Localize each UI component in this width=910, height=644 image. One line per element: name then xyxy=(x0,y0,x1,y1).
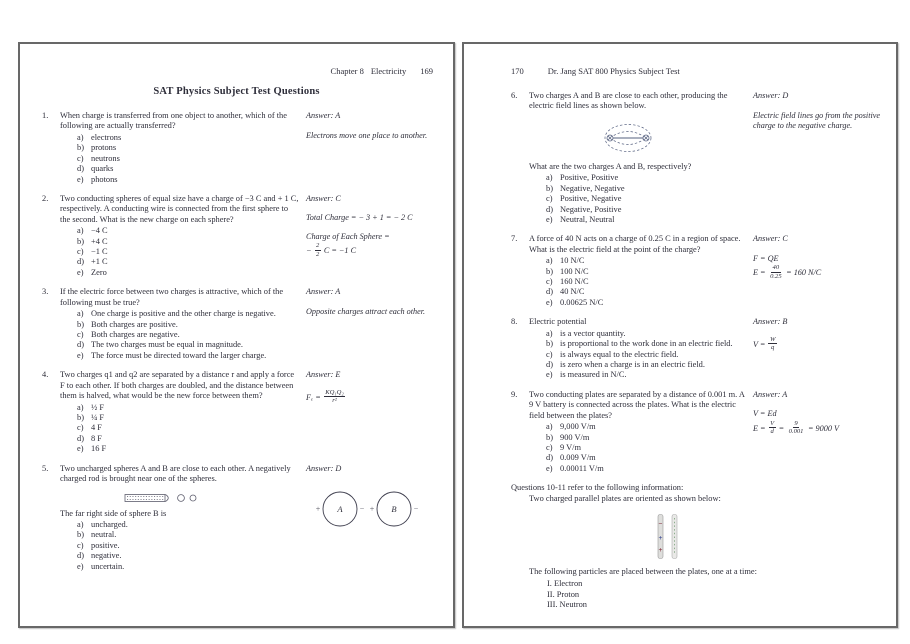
info-particles-line: The following particles are placed between the plates, one at a time: xyxy=(529,567,757,577)
note-text: E = xyxy=(753,268,766,278)
option-item xyxy=(546,287,747,297)
question-text: A force of 40 N acts on a charge of 0.25 C in a region of space. What is the electric field at the point of the charge? xyxy=(529,234,741,254)
question-number: 1. xyxy=(42,111,49,120)
option-item xyxy=(546,360,747,370)
option-label: c) xyxy=(546,277,553,287)
option-label: b) xyxy=(546,266,553,276)
note-line xyxy=(753,254,884,265)
sphere-b-left-sign: + xyxy=(369,504,375,514)
option-label: d) xyxy=(77,164,84,174)
question-body xyxy=(529,234,747,308)
option-text: 9,000 V/m xyxy=(560,422,596,432)
option-label: a) xyxy=(546,422,553,432)
answer-column xyxy=(747,317,884,381)
particle-list xyxy=(547,579,884,611)
option-text: The two charges must be equal in magnitude. xyxy=(91,340,243,350)
note-text: Opposite charges attract each other. xyxy=(306,306,426,316)
option-text: neutral. xyxy=(91,530,117,540)
note-line xyxy=(753,111,884,132)
page-number-right: 170 xyxy=(511,66,524,76)
answer-column xyxy=(747,234,884,308)
option-text: 4 F xyxy=(91,423,102,433)
option-item xyxy=(77,551,300,561)
info-block xyxy=(511,483,884,610)
option-label: a) xyxy=(546,256,553,266)
option-label: c) xyxy=(77,540,84,550)
answer-label: Answer: E xyxy=(306,370,341,380)
answer-note xyxy=(753,254,884,282)
option-item xyxy=(546,205,747,215)
option-label: e) xyxy=(77,444,84,454)
option-item xyxy=(546,339,747,349)
note-text: Charge of Each Sphere = xyxy=(306,231,390,241)
option-text: uncertain. xyxy=(91,561,125,571)
question-item xyxy=(42,370,441,454)
option-label: c) xyxy=(546,349,553,359)
question-number: 4. xyxy=(42,370,49,380)
option-label: a) xyxy=(546,173,553,183)
option-label: c) xyxy=(77,153,84,163)
option-label: a) xyxy=(77,132,84,142)
option-text: 8 F xyxy=(91,433,102,443)
option-text: 900 V/m xyxy=(560,432,590,442)
option-label: b) xyxy=(546,432,553,442)
note-text: V = Ed xyxy=(753,409,777,419)
question-text: Two conducting plates are separated by a distance of 0.001 m. A 9 V battery is connected across the plates. What is the electric field between the plates? xyxy=(529,389,745,420)
option-text: is a vector quantity. xyxy=(560,328,626,338)
question-item xyxy=(511,234,884,308)
question-number: 5. xyxy=(42,463,49,473)
answer-label: Answer: A xyxy=(306,287,341,297)
option-text: Neutral, Neutral xyxy=(560,214,615,224)
option-item xyxy=(77,340,300,350)
note-text: V = xyxy=(753,339,766,349)
option-label: a) xyxy=(77,519,84,529)
question-body xyxy=(60,370,300,454)
option-label: e) xyxy=(77,561,84,571)
options-list xyxy=(77,133,300,185)
options-list xyxy=(546,256,747,308)
electric-field-lines-diagram xyxy=(590,118,666,158)
option-label: d) xyxy=(546,453,553,463)
fraction-denominator: q xyxy=(771,344,775,352)
field-lines-figure xyxy=(529,118,727,158)
info-intro-line: Questions 10-11 refer to the following information: xyxy=(511,483,684,493)
option-label: c) xyxy=(77,247,84,257)
question-item xyxy=(42,194,441,278)
note-text: C = −1 C xyxy=(323,246,357,256)
sphere-a-right-sign: − xyxy=(359,504,365,514)
option-text: uncharged. xyxy=(91,519,128,529)
fraction-numerator: 40 xyxy=(772,264,780,272)
question-body xyxy=(529,91,747,225)
question-body xyxy=(60,287,300,361)
option-item xyxy=(77,226,300,236)
induced-charge-spheres-diagram xyxy=(306,486,422,532)
fraction xyxy=(769,264,784,280)
left-plate-sign-bottom: + xyxy=(658,546,662,555)
option-item xyxy=(77,444,300,454)
document-title: SAT Physics Subject Test Questions xyxy=(153,86,320,97)
option-item xyxy=(77,309,300,319)
option-text: quarks xyxy=(91,164,114,174)
option-label: a) xyxy=(77,309,84,319)
option-label: b) xyxy=(77,530,84,540)
option-item xyxy=(546,194,747,204)
option-label: b) xyxy=(77,143,84,153)
option-item xyxy=(77,154,300,164)
info-description-line: Two charged parallel plates are oriented as shown below: xyxy=(529,493,721,503)
question-subtext: What are the two charges A and B, respectively? xyxy=(529,161,692,171)
question-body xyxy=(60,194,300,278)
option-text: −1 C xyxy=(91,247,108,257)
fraction-denominator: 0.001 xyxy=(788,428,804,436)
options-list xyxy=(546,329,747,381)
option-text: The force must be directed toward the larger charge. xyxy=(91,350,267,360)
option-label: b) xyxy=(77,236,84,246)
options-list xyxy=(77,520,300,572)
note-line xyxy=(753,421,884,437)
question-number: 2. xyxy=(42,193,49,203)
section-label: Electricity xyxy=(370,66,407,76)
option-item xyxy=(77,520,300,530)
answer-note xyxy=(753,111,884,132)
option-label: d) xyxy=(77,257,84,267)
note-line xyxy=(306,307,441,318)
option-label: b) xyxy=(77,412,84,422)
option-text: is proportional to the work done in an electric field. xyxy=(560,339,733,349)
question-item xyxy=(511,317,884,381)
option-text: ¼ F xyxy=(91,412,105,422)
option-text: +4 C xyxy=(91,236,108,246)
sphere-a-left-sign: + xyxy=(315,504,321,514)
note-line xyxy=(306,243,441,259)
option-label: d) xyxy=(546,287,553,297)
answer-column xyxy=(300,464,441,572)
options-list xyxy=(546,173,747,225)
question-item xyxy=(511,390,884,474)
note-text: F = QE xyxy=(753,253,779,263)
option-text: is zero when a charge is in an electric field. xyxy=(560,360,705,370)
answer-note xyxy=(753,409,884,437)
page-left xyxy=(18,42,455,628)
note-line xyxy=(306,131,441,142)
options-list xyxy=(77,403,300,455)
question-text: Electric potential xyxy=(529,317,587,327)
option-label: c) xyxy=(77,423,84,433)
answer-label: Answer: D xyxy=(306,463,342,473)
option-text: Negative, Negative xyxy=(560,183,625,193)
answer-note xyxy=(306,232,441,260)
options-list xyxy=(77,226,300,278)
fraction xyxy=(315,242,321,258)
option-label: b) xyxy=(77,319,84,329)
option-text: electrons xyxy=(91,132,122,142)
option-text: protons xyxy=(91,143,117,153)
option-text: photons xyxy=(91,174,118,184)
option-text: 10 N/C xyxy=(560,256,585,266)
question-body xyxy=(60,464,300,572)
option-label: e) xyxy=(546,463,553,473)
question-text: Two charges q1 and q2 are separated by a distance r and apply a force F to each other. If both charges are doubled, and the distance between them is halved, what would be the new force between them? xyxy=(60,370,295,401)
note-line xyxy=(306,232,441,243)
option-item xyxy=(77,403,300,413)
parallel-plates-figure xyxy=(511,513,824,561)
option-label: a) xyxy=(77,226,84,236)
answer-column xyxy=(300,370,441,454)
option-text: 100 N/C xyxy=(560,266,589,276)
answer-note xyxy=(306,307,441,318)
question-item xyxy=(511,91,884,225)
question-number: 9. xyxy=(511,389,518,399)
option-label: b) xyxy=(546,183,553,193)
note-text: Electric field lines go from the positive charge to the negative charge. xyxy=(753,110,881,130)
option-label: e) xyxy=(77,350,84,360)
option-label: c) xyxy=(77,330,84,340)
option-label: d) xyxy=(546,360,553,370)
option-text: ½ F xyxy=(91,402,105,412)
note-text: E = xyxy=(753,423,766,433)
fraction xyxy=(768,336,777,352)
fraction-numerator: V xyxy=(770,419,775,427)
option-item xyxy=(77,413,300,423)
answer-label: Answer: D xyxy=(753,91,789,100)
spheres-ab-figure xyxy=(306,486,441,536)
option-label: e) xyxy=(77,174,84,184)
option-text: 160 N/C xyxy=(560,277,589,287)
option-item xyxy=(77,541,300,551)
fraction-denominator: 2 xyxy=(316,251,320,259)
option-item xyxy=(546,298,747,308)
option-label: d) xyxy=(77,340,84,350)
answer-note xyxy=(306,131,441,142)
option-item xyxy=(77,330,300,340)
option-item xyxy=(77,175,300,185)
question-text: Two uncharged spheres A and B are close to each other. A negatively charged rod is brought near one of the spheres. xyxy=(60,463,291,484)
option-item xyxy=(546,443,747,453)
option-text: 0.00625 N/C xyxy=(560,297,604,307)
book-title: Dr. Jang SAT 800 Physics Subject Test xyxy=(547,66,680,76)
answer-label: Answer: A xyxy=(306,111,341,120)
question-number: 7. xyxy=(511,234,518,244)
rod-and-spheres-figure xyxy=(60,491,280,505)
note-text: = 9000 V xyxy=(807,423,839,433)
left-page-header xyxy=(42,66,433,76)
note-line xyxy=(753,409,884,420)
left-plate-sign-top: − xyxy=(658,520,662,529)
option-text: +1 C xyxy=(91,257,108,267)
option-item xyxy=(546,277,747,287)
answer-note xyxy=(306,390,441,406)
option-item xyxy=(546,256,747,266)
sphere-b-right-sign: − xyxy=(413,504,419,514)
option-label: b) xyxy=(546,339,553,349)
question-text: When charge is transferred from one object to another, which of the following are actually transferred? xyxy=(60,111,287,131)
option-text: is measured in N/C. xyxy=(560,370,627,380)
answer-note xyxy=(306,213,441,224)
option-item xyxy=(77,237,300,247)
option-label: a) xyxy=(77,402,84,412)
option-item xyxy=(546,329,747,339)
option-item xyxy=(546,184,747,194)
question-subtext: The far right side of sphere B is xyxy=(60,508,167,518)
option-label: d) xyxy=(546,204,553,214)
note-text: Electrons move one place to another. xyxy=(306,130,428,140)
option-item xyxy=(546,350,747,360)
particle-item-neutron: III. Neutron xyxy=(547,600,587,610)
option-text: Positive, Positive xyxy=(560,173,619,183)
option-text: 9 V/m xyxy=(560,442,582,452)
option-item xyxy=(77,320,300,330)
question-body xyxy=(529,317,747,381)
note-line xyxy=(753,265,884,281)
left-plate-sign-middle: + xyxy=(658,534,662,543)
option-item xyxy=(77,143,300,153)
note-line xyxy=(306,390,441,406)
option-label: d) xyxy=(77,551,84,561)
question-number: 3. xyxy=(42,287,49,297)
note-text: = xyxy=(778,423,785,433)
fraction-denominator: r² xyxy=(332,397,337,405)
option-text: 0.009 V/m xyxy=(560,453,596,463)
chapter-label: Chapter 8 xyxy=(330,66,364,76)
page-number-left: 169 xyxy=(420,66,433,76)
note-text: − xyxy=(306,246,312,256)
option-item xyxy=(77,268,300,278)
option-item xyxy=(546,267,747,277)
fraction-numerator: 9 xyxy=(794,419,798,427)
answer-column xyxy=(747,91,884,225)
answer-label: Answer: A xyxy=(753,389,788,399)
option-text: Zero xyxy=(91,267,107,277)
note-text: = 160 N/C xyxy=(786,268,822,278)
option-text: 0.00011 V/m xyxy=(560,463,604,473)
option-item xyxy=(546,370,747,380)
option-label: c) xyxy=(546,442,553,452)
question-text: Two conducting spheres of equal size have a charge of −3 C and + 1 C, respectively. A conducting wire is connected from the first sphere to the second. What is the new charge on each sphere? xyxy=(60,193,299,224)
option-item xyxy=(546,464,747,474)
option-item xyxy=(77,164,300,174)
option-text: 16 F xyxy=(91,444,107,454)
option-item xyxy=(546,453,747,463)
answer-label: Answer: B xyxy=(753,317,788,327)
note-line xyxy=(753,337,884,353)
question-item xyxy=(42,287,441,361)
fraction-denominator: d xyxy=(770,428,774,436)
option-text: Both charges are negative. xyxy=(91,330,180,340)
option-label: a) xyxy=(546,328,553,338)
answer-column xyxy=(300,287,441,361)
answer-note xyxy=(753,337,884,353)
fraction-numerator: W xyxy=(769,335,776,343)
option-item xyxy=(77,434,300,444)
particle-item-electron: I. Electron xyxy=(547,578,583,588)
option-item xyxy=(77,423,300,433)
question-body xyxy=(529,390,747,474)
option-label: e) xyxy=(77,267,84,277)
option-text: 40 N/C xyxy=(560,287,585,297)
option-text: is always equal to the electric field. xyxy=(560,349,679,359)
question-number: 8. xyxy=(511,317,518,327)
option-item xyxy=(546,433,747,443)
option-text: negative. xyxy=(91,551,122,561)
sphere-b-label: B xyxy=(391,504,397,515)
answer-column xyxy=(747,390,884,474)
fraction xyxy=(769,420,776,436)
answer-column xyxy=(300,194,441,278)
answer-label: Answer: C xyxy=(306,193,341,203)
charged-rod-and-spheres-diagram xyxy=(124,491,216,505)
sphere-a-label: A xyxy=(337,504,343,515)
fraction-numerator: 2 xyxy=(316,242,320,250)
option-item xyxy=(77,257,300,267)
option-label: e) xyxy=(546,297,553,307)
option-label: e) xyxy=(546,214,553,224)
option-label: c) xyxy=(546,194,553,204)
option-item xyxy=(77,133,300,143)
option-label: e) xyxy=(546,370,553,380)
particle-item-proton: II. Proton xyxy=(547,589,580,599)
option-text: positive. xyxy=(91,540,120,550)
questions-list-left xyxy=(42,111,441,572)
page-right xyxy=(462,42,898,628)
fraction xyxy=(787,420,805,436)
question-body xyxy=(60,111,300,185)
option-text: Both charges are positive. xyxy=(91,319,178,329)
option-item xyxy=(546,422,747,432)
option-item xyxy=(77,562,300,572)
fraction-denominator: 0.25 xyxy=(770,272,782,280)
option-item xyxy=(546,215,747,225)
option-text: −4 C xyxy=(91,226,108,236)
options-list xyxy=(546,422,747,474)
fraction xyxy=(324,389,346,405)
options-list xyxy=(77,309,300,361)
answer-label: Answer: C xyxy=(753,234,788,244)
option-item xyxy=(546,173,747,183)
answer-column xyxy=(300,111,441,185)
note-text: Total Charge = − 3 + 1 = − 2 C xyxy=(306,213,413,223)
question-text: If the electric force between two charges is attractive, which of the following must be true? xyxy=(60,287,284,307)
questions-list-right xyxy=(511,91,884,474)
option-text: neutrons xyxy=(91,153,120,163)
note-text: Fₑ = xyxy=(306,392,321,402)
question-number: 6. xyxy=(511,91,518,100)
right-page-header xyxy=(511,66,884,76)
option-item xyxy=(77,530,300,540)
parallel-plates-diagram xyxy=(653,513,683,561)
option-text: Positive, Negative xyxy=(560,194,622,204)
question-text: Two charges A and B are close to each other, producing the electric field lines as shown below. xyxy=(529,91,728,111)
option-text: Negative, Positive xyxy=(560,204,622,214)
fraction-numerator: KQ₁Q₂ xyxy=(325,388,344,396)
option-label: d) xyxy=(77,433,84,443)
option-item xyxy=(77,247,300,257)
option-item xyxy=(77,351,300,361)
question-item xyxy=(42,111,441,185)
option-text: One charge is positive and the other charge is negative. xyxy=(91,309,276,319)
note-line xyxy=(306,213,441,224)
question-item xyxy=(42,464,441,572)
